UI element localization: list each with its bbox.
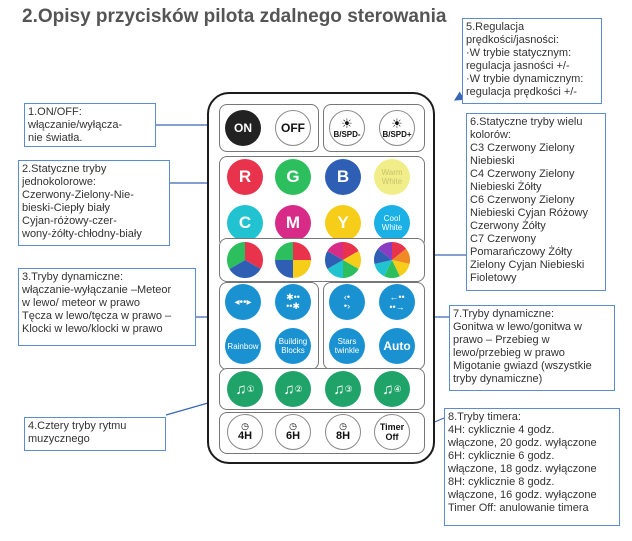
- callout-onoff: 1.ON/OFF: włączanie/wyłącza- nie światła.: [24, 103, 156, 147]
- color-button-m[interactable]: M: [275, 205, 311, 241]
- auto-button[interactable]: Auto: [379, 328, 415, 364]
- clock-icon: ◷: [289, 421, 297, 431]
- remote-control: [207, 92, 435, 464]
- timer-6h-button[interactable]: ◷ 6H: [275, 414, 311, 450]
- brightness-speed-plus-button[interactable]: ☀ B/SPD+: [379, 110, 415, 146]
- pie-c7-icon: [374, 242, 410, 278]
- callout-timer: 8.Tryby timera: 4H: cyklicznie 4 godz. włączone, 20 godz. wyłączone 6H: cyklicznie 6 godz. włączone, 18 godz. wyłączone 8H: cyklicznie 8 godz. włączone, 16 godz. wyłączone Timer Off: anulowanie timera: [444, 408, 620, 526]
- callout-static-multi: 6.Statyczne tryby wielu kolorów: C3 Czerwony Zielony Niebieski C4 Czerwony Zielony Niebieski Żółty C6 Czerwony Zielony Niebieski Cyjan Różowy Czerwony Żółty C7 Czerwony Pomarańczowy Żółty Zielony Cyjan Niebieski Fioletowy: [466, 113, 606, 291]
- music-note-icon: ♫: [333, 380, 345, 398]
- meteor-direction-button[interactable]: [275, 284, 311, 320]
- music-mode-2-button[interactable]: ♫ ②: [275, 371, 311, 407]
- clock-icon: ◷: [241, 421, 249, 431]
- timer-off-button[interactable]: Timer Off: [374, 414, 410, 450]
- color-button-warm-white[interactable]: Warm White: [374, 159, 410, 195]
- callout-dynamic-right: 7.Tryby dynamiczne: Gonitwa w lewo/gonitwa w prawo – Przebieg w lewo/przebieg w prawo Migotanie gwiazd (wszystkie tryby dynamiczne): [449, 305, 615, 391]
- sun-icon: ☀: [391, 116, 403, 131]
- stars-twinkle-button[interactable]: Stars twinkle: [329, 328, 365, 364]
- arrows-out-icon: ◂••▸: [234, 296, 252, 308]
- music-mode-4-button[interactable]: ♫ ④: [374, 371, 410, 407]
- building-blocks-button[interactable]: Building Blocks: [275, 328, 311, 364]
- callout-speed: 5.Regulacja prędkości/jasności: ·W trybie statycznym: regulacja jasności +/- ·W trybie dynamicznym: regulacja prędkości +/-: [462, 18, 602, 104]
- run-arrows-icon: ←•• ••→: [389, 292, 405, 312]
- color-button-r[interactable]: R: [227, 159, 263, 195]
- music-note-icon: ♫: [235, 380, 247, 398]
- color-button-b[interactable]: B: [325, 159, 361, 195]
- callout-static-single: 2.Statyczne tryby jednokolorowe: Czerwony-Zielony-Nie- bieski-Ciepły biały Cyjan-różowy-czer- wony-żółty-chłodny-biały: [18, 160, 170, 246]
- multicolor-c3-button[interactable]: [227, 242, 263, 278]
- callout-dynamic-left: 3.Tryby dynamiczne: włączanie-wyłączanie –Meteor w lewo/ meteor w prawo Tęcza w lewo/tęcza w prawo – Klocki w lewo/klocki w prawo: [18, 268, 196, 346]
- music-note-icon: ♫: [283, 380, 295, 398]
- multicolor-c4-button[interactable]: [275, 242, 311, 278]
- timer-4h-button[interactable]: ◷ 4H: [227, 414, 263, 450]
- run-button[interactable]: [379, 284, 415, 320]
- pie-c3-icon: [227, 242, 263, 278]
- pie-c6-icon: [325, 242, 361, 278]
- off-button[interactable]: OFF: [275, 110, 311, 146]
- page-title: 2.Opisy przycisków pilota zdalnego sterowania: [22, 6, 447, 27]
- multicolor-c7-button[interactable]: [374, 242, 410, 278]
- brightness-speed-minus-button[interactable]: ☀ B/SPD-: [329, 110, 365, 146]
- music-note-icon: ♫: [382, 380, 394, 398]
- rainbow-button[interactable]: Rainbow: [225, 328, 261, 364]
- timer-8h-button[interactable]: ◷ 8H: [325, 414, 361, 450]
- color-button-y[interactable]: Y: [325, 205, 361, 241]
- color-button-g[interactable]: G: [275, 159, 311, 195]
- meteor-on-off-button[interactable]: [225, 284, 261, 320]
- multicolor-c6-button[interactable]: [325, 242, 361, 278]
- music-mode-1-button[interactable]: ♫ ①: [227, 371, 263, 407]
- meteor-icon: ✱•• ••✱: [286, 292, 300, 311]
- clock-icon: ◷: [339, 421, 347, 431]
- color-button-cool-white[interactable]: Cool White: [374, 205, 410, 241]
- on-button[interactable]: ON: [225, 110, 261, 146]
- music-mode-3-button[interactable]: ♫ ③: [325, 371, 361, 407]
- callout-music: 4.Cztery tryby rytmu muzycznego: [24, 417, 166, 451]
- pie-c4-icon: [275, 242, 311, 278]
- sun-icon: ☀: [341, 116, 353, 131]
- chase-icon: ‹• •›: [343, 292, 351, 311]
- color-button-c[interactable]: C: [227, 205, 263, 241]
- chase-button[interactable]: [329, 284, 365, 320]
